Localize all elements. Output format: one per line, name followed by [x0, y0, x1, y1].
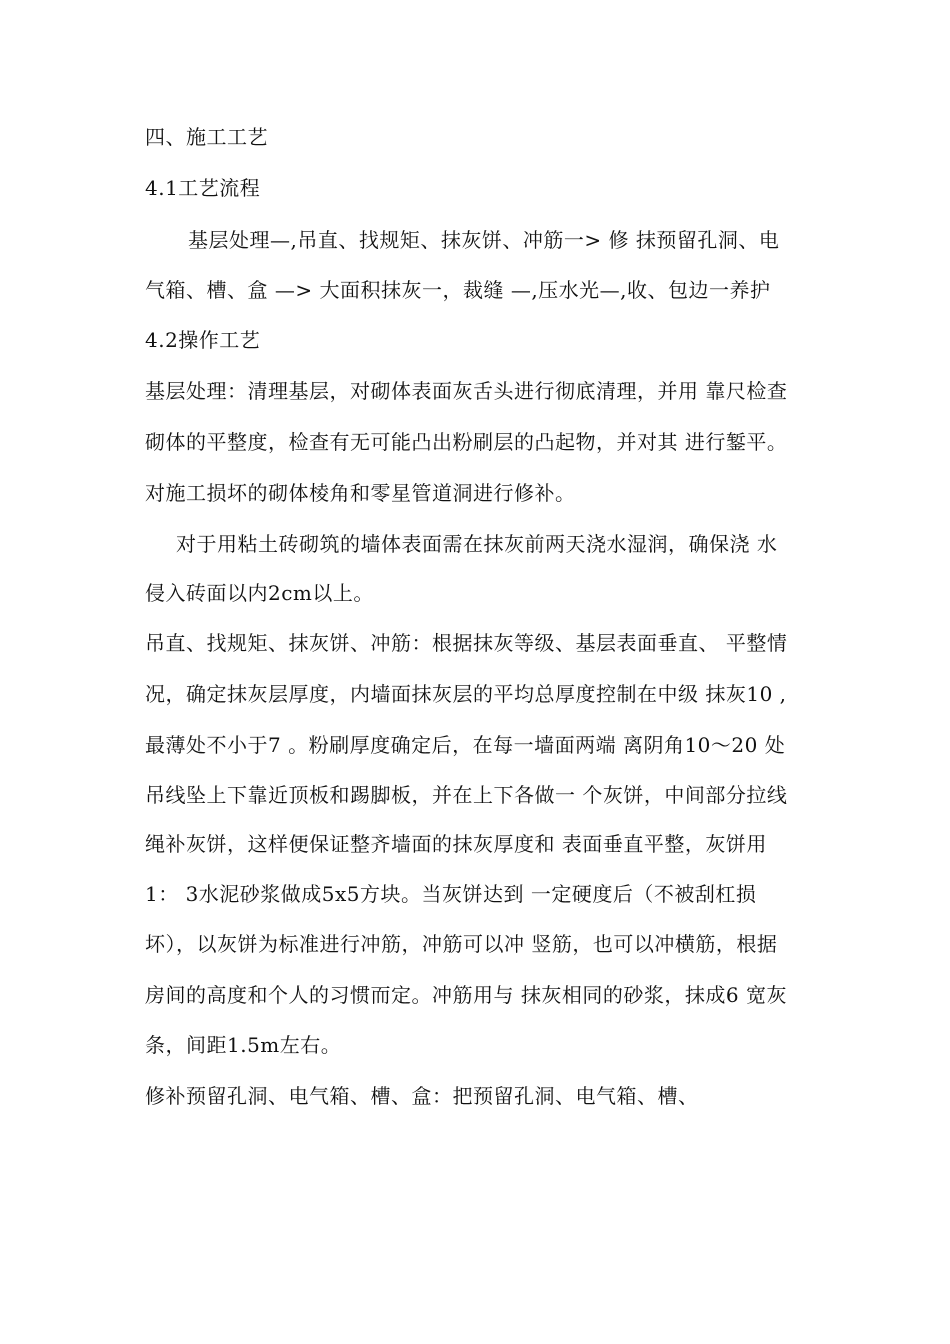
paragraph-line: 房间的高度和个人的习惯而定。冲筋用与 抹灰相同的砂浆，抹成6 宽灰 — [145, 983, 787, 1007]
paragraph-line: 气箱、槽、盒 —> 大面积抹灰一，裁缝 —,压水光—,收、包边一养护 — [145, 278, 771, 302]
section-heading: 四、施工工艺 — [145, 125, 268, 149]
paragraph-line: 对于用粘土砖砌筑的墙体表面需在抹灰前两天浇水湿润，确保浇 水 — [176, 532, 778, 556]
paragraph-line: 1： 3水泥砂浆做成5x5方块。当灰饼达到 一定硬度后（不被刮杠损 — [145, 882, 757, 906]
paragraph-line: 修补预留孔洞、电气箱、槽、盒：把预留孔洞、电气箱、槽、 — [145, 1084, 699, 1108]
paragraph-line: 坏），以灰饼为标准进行冲筋，冲筋可以冲 竖筋，也可以冲横筋，根据 — [145, 932, 778, 956]
paragraph-line: 况，确定抹灰层厚度，内墙面抹灰层的平均总厚度控制在中级 抹灰10 , — [145, 682, 787, 706]
paragraph-line: 砌体的平整度，检查有无可能凸出粉刷层的凸起物，并对其 进行錾平。 — [145, 430, 788, 454]
paragraph-line: 绳补灰饼，这样便保证整齐墙面的抹灰厚度和 表面垂直平整，灰饼用 — [145, 832, 767, 856]
paragraph-line: 吊直、找规矩、抹灰饼、冲筋：根据抹灰等级、基层表面垂直、 平整情 — [145, 631, 788, 655]
paragraph-line: 吊线坠上下靠近顶板和踢脚板，并在上下各做一 个灰饼，中间部分拉线 — [145, 783, 788, 807]
paragraph-line: 基层处理：清理基层，对砌体表面灰舌头进行彻底清理，并用 靠尺检查 — [145, 379, 788, 403]
subsection-heading: 4.1工艺流程 — [145, 176, 261, 200]
paragraph-line: 侵入砖面以内2cm以上。 — [145, 581, 374, 605]
subsection-heading: 4.2操作工艺 — [145, 328, 261, 352]
paragraph-line: 条，间距1.5m左右。 — [145, 1033, 342, 1057]
paragraph-line: 对施工损坏的砌体棱角和零星管道洞进行修补。 — [145, 481, 576, 505]
paragraph-line: 基层处理—,吊直、找规矩、抹灰饼、冲筋一> 修 抹预留孔洞、电 — [188, 228, 780, 252]
paragraph-line: 最薄处不小于7 。粉刷厚度确定后，在每一墙面两端 离阴角10〜20 处 — [145, 733, 786, 757]
